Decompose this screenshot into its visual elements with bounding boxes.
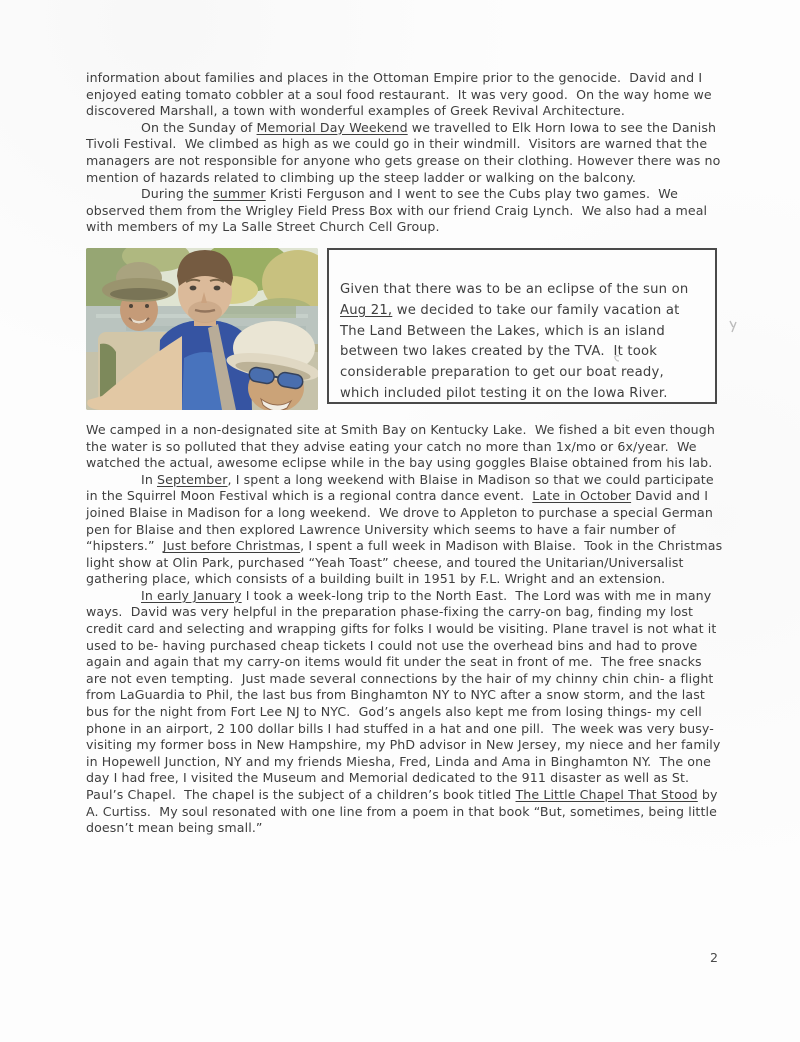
eclipse-callout-box — [327, 248, 717, 404]
vacation-selfie-photo — [86, 248, 318, 410]
letter-body — [86, 70, 726, 837]
paragraph-january-trip: In early January I took a week-long trip to the North East. The Lord was with me in many ways. David was very helpful in the preparation phase-fixing the carry-on bag, finding my lost credit card and selecting and wrapping gifts for folks I would be visiting. Plane travel is not what it used to be- having purchased cheap tickets I could not use the overhead bins and had to prove again and again that my carry-on items would fit under the seat in front of me. The free snacks are not even tempting. Just made several connections by the hair of my chinny chin chin- a flight from LaGuardia to Phil, the last bus from Binghamton NY to NYC after a snow storm, and the last bus for the night from Fort Lee NJ to NYC. God’s angels also kept me from losing things- my cell phone in an airport, 2 100 dollar bills I had stuffed in a hat and one pill. The week was very busy- visiting my former boss in New Hampshire, my PhD advisor in New Jersey, my niece and her family in Hopewell Junction, NY and my friends Miesha, Fred, Linda and Ama in Binghamton NY. The one day I had free, I visited the Museum and Memorial dedicated to the 911 disaster as well as St. Paul’s Chapel. The chapel is the subject of a children’s book titled The Little Chapel That Stood by A. Curtiss. My soul resonated with one line from a poem in that book “But, sometimes, being little doesn’t mean being small.” — [86, 587, 725, 836]
photo-and-callout-row — [86, 248, 726, 410]
page-number: 2 — [710, 950, 719, 965]
paragraph-ottoman-empire: information about families and places in the Ottoman Empire prior to the genocide. David and I enjoyed eating tomato cobbler at a soul food restaurant. It was very good. On the way home we discovered Marshall, a town with wonderful examples of Greek Revival Architecture. — [86, 70, 716, 119]
callout-text: Given that there was to be an eclipse of the sun on Aug 21, we decided to take our family vacation at The Land Between the Lakes, which is an island between two lakes created by the TVA. It took considerable preparation to get our boat ready, which included pilot testing it on the Iowa River. — [340, 281, 693, 401]
paragraph-september-madison: In September, I spent a long weekend with Blaise in Madison so that we could participate in the Squirrel Moon Festival which is a regional contra dance event. Late in October David and I joined Blaise in Madison for a long weekend. We drove to Appleton to purchase a special German pen for Blaise and then explored Lawrence University which seems to have a fair number of “hipsters.” Just before Christmas, I spent a full week in Madison with Blaise. Took in the Christmas light show at Olin Park, purchased “Yeah Toast” cheese, and toured the Unitarian/Universalist gathering place, which consists of a building built in 1951 by F.L. Wright and an extension. — [86, 471, 727, 587]
paragraph-kentucky-lake: We camped in a non-designated site at Smith Bay on Kentucky Lake. We fished a bit even though the water is so polluted that they advise eating your catch no more than 1x/mo or 6x/year. We watched the actual, awesome eclipse while in the bay using goggles Blaise obtained from his lab. — [86, 421, 720, 471]
paragraph-memorial-day: On the Sunday of Memorial Day Weekend we travelled to Elk Horn Iowa to see the Danish Tivoli Festival. We climbed as high as we could go in their windmill. Visitors are warned that the managers are not responsible for anyone who gets grease on their clothing. However there was no mention of hazards related to climbing up the steep ladder or walking on the balcony. — [86, 119, 725, 185]
paragraph-summer-cubs: During the summer Kristi Ferguson and I went to see the Cubs play two games. We observed them from the Wrigley Field Press Box with our friend Craig Lynch. We also had a meal with members of my La Salle Street Church Cell Group. — [86, 186, 712, 235]
scan-artifact-mark — [728, 318, 738, 337]
